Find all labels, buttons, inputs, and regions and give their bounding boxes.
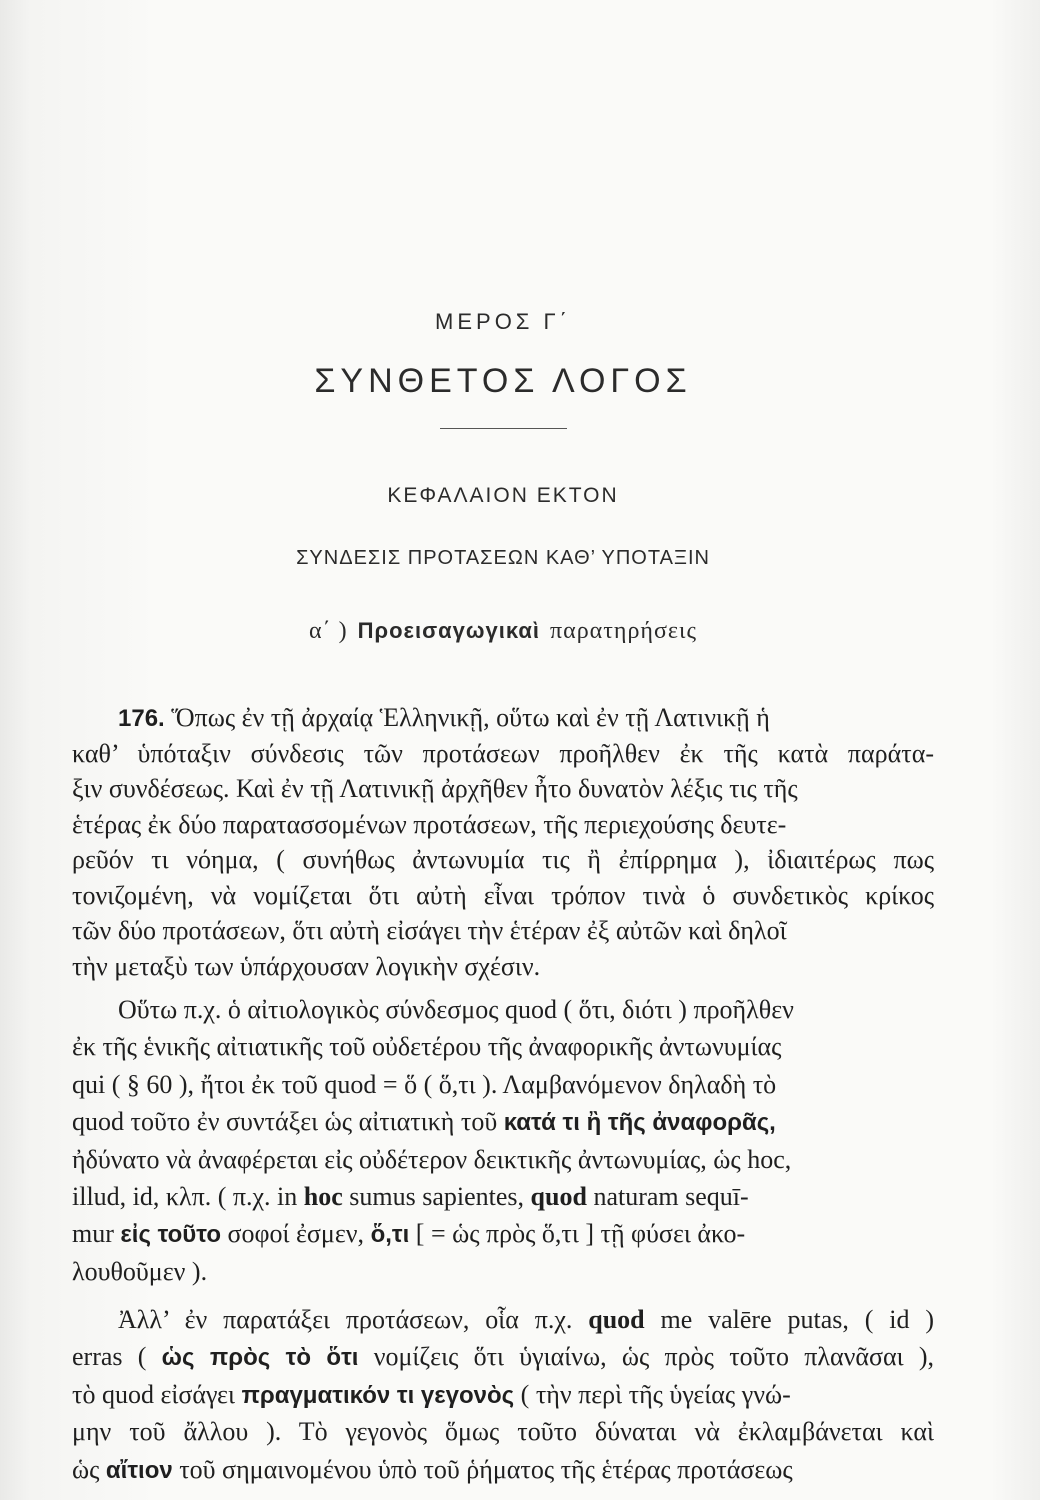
line-content [72, 771, 798, 807]
text-run: σοφοί ἐσμεν, [220, 1219, 371, 1249]
line-content [72, 807, 786, 843]
text-run: ( τὴν περὶ τῆς ὑγείας γνώ- [514, 1379, 791, 1409]
emphasis-run: 176. [118, 705, 165, 732]
text-line [72, 1215, 934, 1252]
text-run: naturam sequī- [586, 1181, 749, 1211]
text-run: ἐκ τῆς ἑνικῆς αἰτιατικῆς τοῦ οὐδετέρου τῆς ἀναφορικῆς ἀντωνυμίας [72, 1032, 782, 1062]
text-line [72, 807, 934, 843]
emphasis-run: ὡς πρὸς τὸ ὅτι [161, 1344, 359, 1372]
emphasis-run: αἴτιον [105, 1456, 173, 1484]
text-run: ὡς [72, 1454, 106, 1484]
text-line [72, 1253, 934, 1290]
text-run: illud, id, κλπ. ( π.χ. in [72, 1181, 304, 1211]
text-run: νομίζεις ὅτι ὑγιαίνω, ὡς πρὸς τοῦτο πλανᾶσαι ), [358, 1342, 934, 1372]
line-content [72, 1215, 745, 1253]
text-run: ρεῦόν τι νόημα, ( συνήθως ἀντωνυμία τις ἢ ἐπίρρημα ), ἰδιαιτέρως πως [72, 845, 934, 874]
text-line [72, 1413, 934, 1450]
text-run: λουθοῦμεν ). [72, 1256, 208, 1286]
emphasis-run: hoc [303, 1181, 343, 1211]
line-content [118, 700, 770, 737]
text-run: τοῦ σημαινομένου ὑπὸ τοῦ ῥήματος τῆς ἑτέρας προτάσεως [172, 1454, 793, 1484]
line-content [72, 842, 934, 878]
line-content [72, 1103, 776, 1141]
emphasis-run: κατά τι ἢ τῆς ἀναφορᾶς, [503, 1109, 776, 1137]
text-line [72, 878, 934, 914]
title-divider [440, 428, 567, 429]
text-run: ἠδύνατο νὰ ἀναφέρεται εἰς οὐδέτερον δεικτικῆς ἀντωνυμίας, ὡς hoc, [72, 1144, 792, 1174]
line-content [72, 1178, 749, 1215]
section-title-rest: παρατηρήσεις [550, 618, 697, 644]
emphasis-run: ὅ,τι [370, 1221, 410, 1249]
text-run: τὸ quod εἰσάγει [72, 1379, 242, 1409]
text-line [72, 1376, 934, 1413]
text-run: Ἀλλ’ ἐν παρατάξει προτάσεων, οἷα π.χ. [118, 1305, 589, 1334]
paragraph [72, 700, 934, 984]
line-content [72, 1376, 791, 1414]
text-run: quod τοῦτο ἐν συντάξει ὡς αἰτιατικὴ τοῦ [72, 1107, 504, 1137]
emphasis-run: quod [530, 1181, 587, 1211]
emphasis-run: quod [588, 1305, 645, 1334]
text-run: ξιν συνδέσεως. Καὶ ἐν τῇ Λατινικῇ ἀρχῆθεν ἦτο δυνατὸν λέξις τις τῆς [72, 774, 798, 803]
line-content [72, 913, 787, 949]
text-line [72, 949, 934, 985]
part-title: ΣΥΝΘΕΤΟΣ ΛΟΓΟΣ [314, 362, 692, 400]
line-content [72, 736, 934, 772]
line-content [72, 949, 540, 985]
text-run: μην τοῦ ἄλλου ). Τὸ γεγονὸς ὅμως τοῦτο δύναται νὰ ἐκλαμβάνεται καὶ [72, 1417, 934, 1447]
section-heading [72, 615, 934, 647]
line-content [72, 1413, 934, 1450]
text-line [72, 913, 934, 949]
chapter-label: ΚΕΦΑΛΑΙΟΝ ΕΚΤΟΝ [387, 484, 619, 507]
line-content [118, 1301, 934, 1338]
text-line [72, 1141, 934, 1178]
line-content [72, 1253, 207, 1290]
text-line [72, 1066, 934, 1103]
section-number: α΄ ) [309, 618, 348, 644]
text-run: [ = ὡς πρὸς ὅ,τι ] τῇ φύσει ἀκο- [409, 1219, 746, 1249]
line-content [72, 1451, 793, 1489]
text-run: τὴν μεταξὺ των ὑπάρχουσαν λογικὴν σχέσιν. [72, 951, 541, 981]
text-run: erras ( [72, 1342, 162, 1372]
text-run: ἑτέρας ἐκ δύο παρατασσομένων προτάσεων, τῆς περιεχούσης δευτε- [72, 809, 787, 839]
text-line [72, 1028, 934, 1065]
text-line [72, 771, 934, 807]
text-run: Ὅπως ἐν τῇ ἀρχαίᾳ Ἑλληνικῇ, οὕτω καὶ ἐν τῇ Λατινικῇ ἡ [164, 703, 770, 732]
line-content [72, 1066, 776, 1103]
line-content [72, 878, 934, 914]
part-label: ΜΕΡΟΣ Γ΄ [435, 309, 571, 334]
text-line [72, 1301, 934, 1338]
emphasis-run: πραγματικόν τι γεγονὸς [241, 1381, 515, 1409]
text-line [72, 1103, 934, 1140]
line-content [72, 1141, 791, 1178]
text-line [72, 842, 934, 878]
text-run: Οὕτω π.χ. ὁ αἰτιολογικὸς σύνδεσμος quod ( ὅτι, διότι ) προῆλθεν [118, 995, 794, 1024]
section-title-emphasis: Προεισαγωγικαὶ [357, 618, 540, 643]
line-content [118, 991, 794, 1028]
text-line [72, 1338, 934, 1375]
text-run: sumus sapientes, [342, 1181, 531, 1211]
text-line [72, 1451, 934, 1488]
paragraph [72, 991, 934, 1290]
text-line [72, 736, 934, 772]
text-line [72, 991, 934, 1028]
text-run: mur [72, 1219, 121, 1249]
chapter-title: ΣΥΝΔΕΣΙΣ ΠΡΟΤΑΣΕΩΝ ΚΑΘ’ ΥΠΟΤΑΞΙΝ [296, 547, 710, 569]
text-run: καθ’ ὑπόταξιν σύνδεσις τῶν προτάσεων προῆλθεν ἐκ τῆς κατὰ παράτα- [72, 738, 934, 768]
text-line [72, 1178, 934, 1215]
text-run: qui ( § 60 ), ἤτοι ἐκ τοῦ quod = ὅ ( ὅ,τι ). Λαμβανόμενον δηλαδὴ τὸ [72, 1069, 777, 1099]
paragraph [72, 1301, 934, 1488]
emphasis-run: εἰς τοῦτο [120, 1221, 221, 1249]
line-content [72, 1338, 934, 1376]
text-run: τῶν δύο προτάσεων, ὅτι αὐτὴ εἰσάγει τὴν ἑτέραν ἐξ αὐτῶν καὶ δηλοῖ [72, 916, 787, 945]
text-line [72, 700, 934, 736]
line-content [72, 1028, 781, 1065]
text-run: τονιζομένη, νὰ νομίζεται ὅτι αὐτὴ εἶναι τρόπον τινὰ ὁ συνδετικὸς κρίκος [72, 880, 934, 910]
text-run: me valēre putas, ( id ) [644, 1305, 934, 1334]
